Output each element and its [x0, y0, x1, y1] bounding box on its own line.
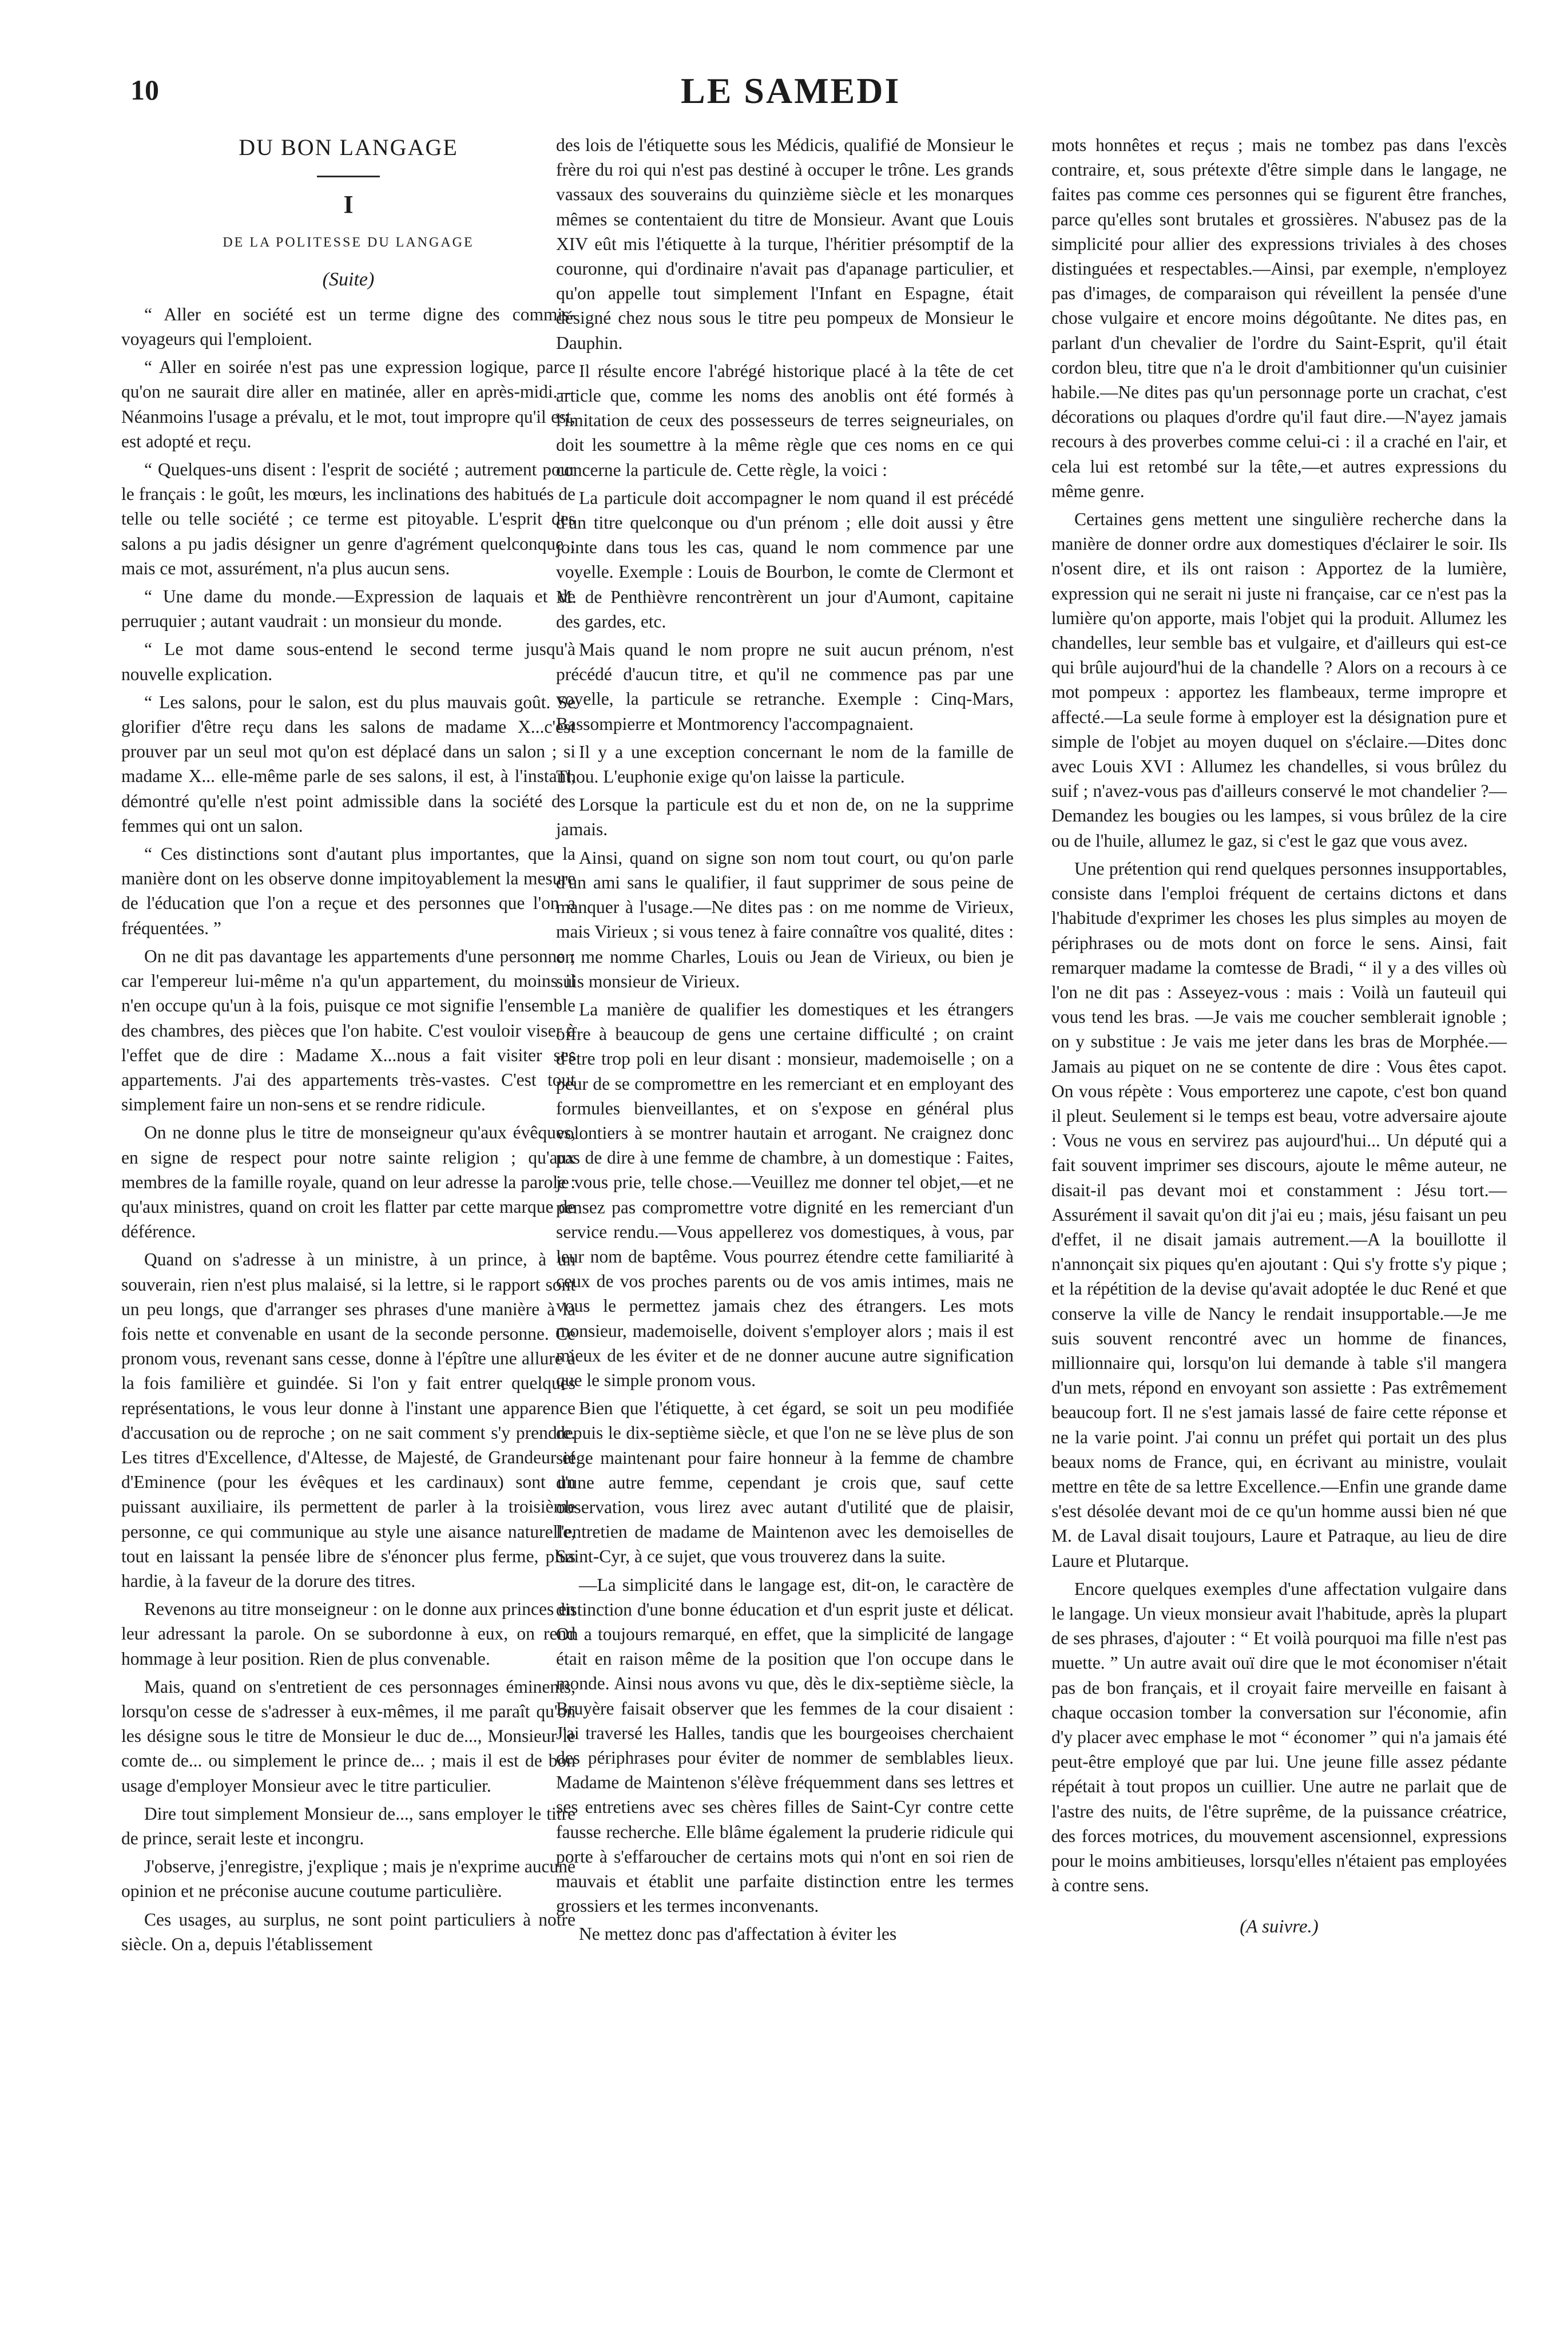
paragraph: Ces usages, au surplus, ne sont point particuliers à notre siècle. On a, depuis l'établissement: [121, 1909, 575, 1954]
paragraph: Une prétention qui rend quelques personnes insupportables, consiste dans l'emploi fréquent de certains dictons et dans l'habitude d'exprimer les choses les plus simples au moyen de périphrases ou de mots dont on force le sens. Ainsi, fait remarquer madame la comtesse de Bradi, “ il y a des villes où l'on ne dit pas : Asseyez-vous : mais : Voilà un fauteuil qui vous tend les bras. —Je vais me coucher semblerait ignoble ; on y substitue : Je vais me jeter dans les bras de Morphée.—Jamais au piquet on ne se contente de dire : Vous êtes capot. On vous répète : Vous emporterez une capote, c'est bon quand il pleut. Seulement si le temps est beau, votre adversaire ajoute : Vous ne vous en servirez pas aujourd'hui... Un député qui a fait souvent imprimer ses discours, ajoute le même auteur, ne disait-il pas devant moi et constamment : Jésu tort.—Assurément il savait qu'on dit j'ai eu ; mais, jésu faisant un peu d'effet, il ne disait jamais autrement.—A la bouillotte il n'annonçait six piques qu'en ajoutant : Qui s'y frotte s'y pique ; et la répétition de la devise qu'avait adoptée le duc René et que conserve la ville de Nancy le rendait insupportable.—Je me suis souvent rencontré avec un homme de finances, millionnaire qui, lorsqu'on lui demande à table s'il mangera d'un mets, répond en envoyant son assiette : Pas extrêmement beaucoup fort. Il ne s'est jamais lassé de faire cette réponse et ne la varie point. J'ai connu un préfet qui portait un des plus beaux noms de France, qui, en écrivant au ministre, voulait mettre en tête de sa lettre Excellence.—Enfin une grande dame s'est désolée devant moi de ce qu'un homme aussi bien né que M. de Laval disait toujours, Laure et Patraque, au lieu de dire Laure et Plutarque.: [1051, 858, 1507, 1571]
paragraph: “ Aller en soirée n'est pas une expression logique, parce qu'on ne saurait dire aller en matinée, aller en après-midi.—Néanmoins l'usage a prévalu, et le mot, tout impropre qu'il est, est adopté et reçu.: [121, 357, 575, 451]
journal-title: LE SAMEDI: [681, 70, 901, 111]
section-title: DE LA POLITESSE DU LANGAGE: [223, 235, 474, 251]
column-1: [121, 133, 575, 1956]
paragraph: Ne mettez donc pas d'affectation à éviter les: [579, 1924, 897, 1944]
paragraph: On ne dit pas davantage les appartements d'une personne ; car l'empereur lui-même n'a qu'un appartement, du moins il n'en occupe qu'un à la fois, puisque ce mot signifie l'ensemble des chambres, des pièces que l'on habite. C'est vouloir viser à l'effet que de dire : Madame X...nous a fait visiter ses appartements. J'ai des appartements très-vastes. C'est tout simplement faire un non-sens et se rendre ridicule.: [121, 946, 575, 1115]
paragraph: des lois de l'étiquette sous les Médicis, qualifié de Monsieur le frère du roi qui n'est pas destiné à occuper le trône. Les grands vassaux des souverains du quinzième siècle et les monarques mêmes se contentaient du titre de Monsieur. Avant que Louis XIV eût mis l'étiquette à la turque, l'héritier présomptif de la couronne, qui d'ordinaire n'avait pas d'apanage particulier, et qu'on appelle tout simplement l'Infant en Espagne, était désigné chez nous sous le titre peu pompeux de Monsieur le Dauphin.: [556, 135, 1014, 353]
column-2: [556, 133, 1014, 1947]
page-number: 10: [130, 74, 159, 106]
paragraph: Revenons au titre monseigneur : on le donne aux princes en leur adressant la parole. On se subordonne à eux, on rend hommage à leur position. Rien de plus convenable.: [121, 1599, 575, 1669]
paragraph: “ Quelques-uns disent : l'esprit de société ; autrement pour le français : le goût, les mœurs, les inclinations des habitués de telle ou telle société ; ce terme est pitoyable. L'esprit des salons a pu jadis désigner un genre d'agrément quelconque ; mais ce mot, assurément, n'a plus aucun sens.: [121, 459, 575, 578]
title-rule: [317, 176, 380, 177]
paragraph: “ Une dame du monde.—Expression de laquais et de perruquier ; autant vaudrait : un monsieur du monde.: [121, 586, 575, 632]
paragraph: Quand on s'adresse à un ministre, à un prince, à un souverain, rien n'est plus malaisé, si la lettre, si le rapport sont un peu longs, que d'arranger ses phrases d'une manière à la fois nette et convenable en usant de la seconde personne. Ce pronom vous, revenant sans cesse, donne à l'épître une allure à la fois familière et guindée. Si l'on y fait entrer quelques représentations, le vous leur donne à l'instant une apparence d'accusation ou de reproche ; on ne sait comment s'y prendre. Les titres d'Excellence, d'Altesse, de Majesté, de Grandeur et d'Eminence (pour les évêques et les cardinaux) sont un puissant auxiliaire, ils permettent de parler à la troisième personne, ce qui communique au style une aisance naturelle, tout en laissant la pensée libre de s'énoncer plus ferme, plus hardie, à la faveur de la dorure des titres.: [121, 1249, 575, 1591]
paragraph: “ Le mot dame sous-entend le second terme jusqu'à nouvelle explication.: [121, 639, 575, 684]
paragraph: “ Aller en société est un terme digne des commis-voyageurs qui l'emploient.: [121, 304, 575, 350]
paragraph: “ Ces distinctions sont d'autant plus importantes, que la manière dont on les observe donne impitoyablement la mesure de l'éducation que l'on a reçue et des personnes que l'on a fréquentées. ”: [121, 844, 575, 938]
article-title: DU BON LANGAGE: [239, 134, 458, 160]
paragraph: J'observe, j'enregistre, j'explique ; mais je n'exprime aucune opinion et ne préconise aucune coutume particulière.: [121, 1856, 575, 1902]
paragraph: mots honnêtes et reçus ; mais ne tombez pas dans l'excès contraire, et, sous prétexte d'être simple dans le langage, ne faites pas comme ces personnes qui se figurent être franches, parce qu'elles sont brutales et grossières. N'abusez pas de la simplicité pour allier des expressions triviales à des choses distinguées et respectables.—Ainsi, par exemple, n'employez pas d'images, de comparaison qui réveillent la pensée d'une chose vulgaire et encore moins dégoûtante. Ne dites pas, en parlant d'un chevalier de l'ordre du Saint-Esprit, qu'il était cordon bleu, titre que n'a le droit d'ambitionner qu'un cuisinier habile.—Ne dites pas qu'un personnage porte un crachat, c'est décorations ou plaques d'ordre qu'il faut dire.—N'ayez jamais recours à des proverbes comme celui-ci : il a craché en l'air, et cela lui est retombé sur la tête,—et autres expressions du même genre.: [1051, 135, 1507, 501]
paragraph: Encore quelques exemples d'une affectation vulgaire dans le langage. Un vieux monsieur avait l'habitude, après la plupart de ses phrases, d'ajouter : “ Et voilà pourquoi ma fille n'est pas muette. ” Un autre avait ouï dire que le mot économiser n'était pas de bon français, et il croyait faire merveille en faisant à chaque occasion tomber la conversation sur l'économie, afin d'y placer avec emphase le mot “ économer ” qui n'a jamais été peut-être employé que par lui. Une jeune fille assez pédante répétait à tout propos un cuillier. Une autre ne parlait que de l'astre des nuits, de l'être suprême, de la puissance créatrice, des forces motrices, du mouvement ascensionnel, expressions pour le moins ambitieuses, lorsqu'elles n'étaient pas employées à contre sens.: [1051, 1578, 1507, 1896]
paragraph: Mais quand le nom propre ne suit aucun prénom, n'est précédé d'aucun titre, et qu'il ne commence pas par une voyelle, la particule se retranche. Exemple : Cinq-Mars, Bassompierre et Montmorency l'accompagnaient.: [556, 640, 1014, 734]
paragraph: “ Les salons, pour le salon, est du plus mauvais goût. Se glorifier d'être reçu dans les salons de madame X...c'est prouver par un seul mot qu'on est déplacé dans un salon ; si madame X... elle-même parle de ses salons, il est, à l'instant, démontré qu'elle n'est point admissible dans la société des femmes qui ont un salon.: [121, 692, 575, 836]
column-3: [1051, 133, 1507, 1940]
paragraph: Certaines gens mettent une singulière recherche dans la manière de donner ordre aux domestiques d'éclairer le soir. Ils n'osent dire, et ils ont raison : Apportez de la lumière, expression qui ne serait ni juste ni française, car ce n'est pas la lumière qu'on apporte, mais l'objet qui la produit. Allumez les chandelles, leur semble bas et vulgaire, et d'ailleurs qui est-ce qui brûle aujourd'hui de la chandelle ? Alors on a recours à ce mot pompeux : apportez les flambeaux, terme impropre et affecté.—La seule forme à employer est la désignation pure et simple de l'objet au moyen duquel on s'éclaire.—Dites donc avec Louis XVI : Allumez les chandelles, si vous brûlez du suif ; n'avez-vous pas d'ailleurs conservé le mot chandelier ?—Demandez les bougies ou les lampes, si vous brûlez de la cire ou de l'huile, allumez le gaz, si c'est le gaz que vous avez.: [1051, 509, 1507, 851]
paragraph: Ainsi, quand on signe son nom tout court, ou qu'on parle d'un ami sans le qualifier, il faut supprimer de sous peine de manquer à l'usage.—Ne dites pas : on me nomme de Virieux, mais Virieux ; si vous tenez à faire connaître vos qualité, dites : on me nomme Charles, Louis ou Jean de Virieux, ou bien je suis monsieur de Virieux.: [556, 847, 1014, 991]
paragraph: Il y a une exception concernant le nom de la famille de Thou. L'euphonie exige qu'on laisse la particule.: [556, 741, 1014, 787]
paragraph: On ne donne plus le titre de monseigneur qu'aux évêques, en signe de respect pour notre sainte religion ; qu'aux membres de la famille royale, quand on leur adresse la parole : qu'aux ministres, quand on croit les flatter par cette marque de déférence.: [121, 1122, 575, 1242]
to-be-continued: (A suivre.): [1240, 1916, 1319, 1938]
paragraph: Lorsque la particule est du et non de, on ne la supprime jamais.: [556, 795, 1014, 840]
paragraph: Bien que l'étiquette, à cet égard, se soit un peu modifiée depuis le dix-septième siècle, et que l'on ne se lève plus de son siége maintenant pour faire honneur à la femme de chambre d'une autre femme, cependant je crois que, sauf cette observation, vous lirez avec autant d'utilité que de plaisir, l'entretien de madame de Maintenon avec les demoiselles de Saint-Cyr, à ce sujet, que vous trouverez dans la suite.: [556, 1398, 1014, 1567]
paragraph: La particule doit accompagner le nom quand il est précédé d'un titre quelconque ou d'un prénom ; elle doit aussi y être jointe dans tous les cas, quand le nom commence par une voyelle. Exemple : Louis de Bourbon, le comte de Clermont et M. de Penthièvre rencontrèrent un jour d'Aumont, capitaine des gardes, etc.: [556, 487, 1014, 632]
paragraph: Il résulte encore l'abrégé historique placé à la tête de cet article que, comme les noms des anoblis ont été formés à l'imitation de ceux des possesseurs de terres seigneuriales, on doit les soumettre à la même règle que ces noms en ce qui concerne la particule de. Cette règle, la voici :: [556, 360, 1014, 480]
paragraph: Mais, quand on s'entretient de ces personnages éminents, lorsqu'on cesse de s'adresser à eux-mêmes, il me paraît qu'on les désigne sous le titre de Monsieur le duc de..., Monsieur le comte de... ou simplement le prince de... ; mais il est de bon usage d'employer Monsieur avec le titre particulier.: [121, 1676, 575, 1796]
paragraph: —La simplicité dans le langage est, dit-on, le caractère de distinction d'une bonne éducation et d'un esprit juste et délicat. On a toujours remarqué, en effet, que la simplicité de langage était en raison même de la position que l'on occupe dans le monde. Ainsi nous avons vu que, dès le dix-septième siècle, la Bruyère faisait observer que les femmes de la cour disaient : J'ai traversé les Halles, tandis que les bourgeoises cherchaient des périphrases pour éviter de nommer de semblables lieux. Madame de Maintenon s'élève fréquemment dans ses lettres et ses entretiens avec ses chères filles de Saint-Cyr contre cette fausse recherche. Elle blâme également la pruderie ridicule qui porte à s'effaroucher de certains mots qui n'ont en soi rien de mauvais et établit une parfaite distinction entre les termes grossiers et les termes inconvenants.: [556, 1574, 1014, 1916]
continued-label: (Suite): [322, 268, 375, 290]
paragraph: Dire tout simplement Monsieur de..., sans employer le titre de prince, serait leste et incongru.: [121, 1803, 575, 1848]
paragraph: La manière de qualifier les domestiques et les étrangers offre à beaucoup de gens une certaine difficulté ; on craint d'être trop poli en leur disant : monsieur, mademoiselle ; on a peur de se compromettre en les remerciant et en employant des formules bienveillantes, et on s'expose en général plus volontiers à se montrer hautain et arrogant. Ne craignez donc pas de dire à une femme de chambre, à un domestique : Faites, je vous prie, telle chose.—Veuillez me donner tel objet,—et ne pensez pas compromettre votre dignité en les remerciant d'un service rendu.—Vous appellerez vos domestiques, à vous, par leur nom de baptême. Vous pourrez étendre cette familiarité à ceux de vos proches parents ou de vos amis intimes, mais ne vous le permettez jamais chez des étrangers. Les mots monsieur, mademoiselle, doivent s'employer alors ; mais il est mieux de les éviter et de ne donner aucune autre signification que le simple pronom vous.: [556, 999, 1014, 1390]
section-number: I: [343, 190, 354, 219]
